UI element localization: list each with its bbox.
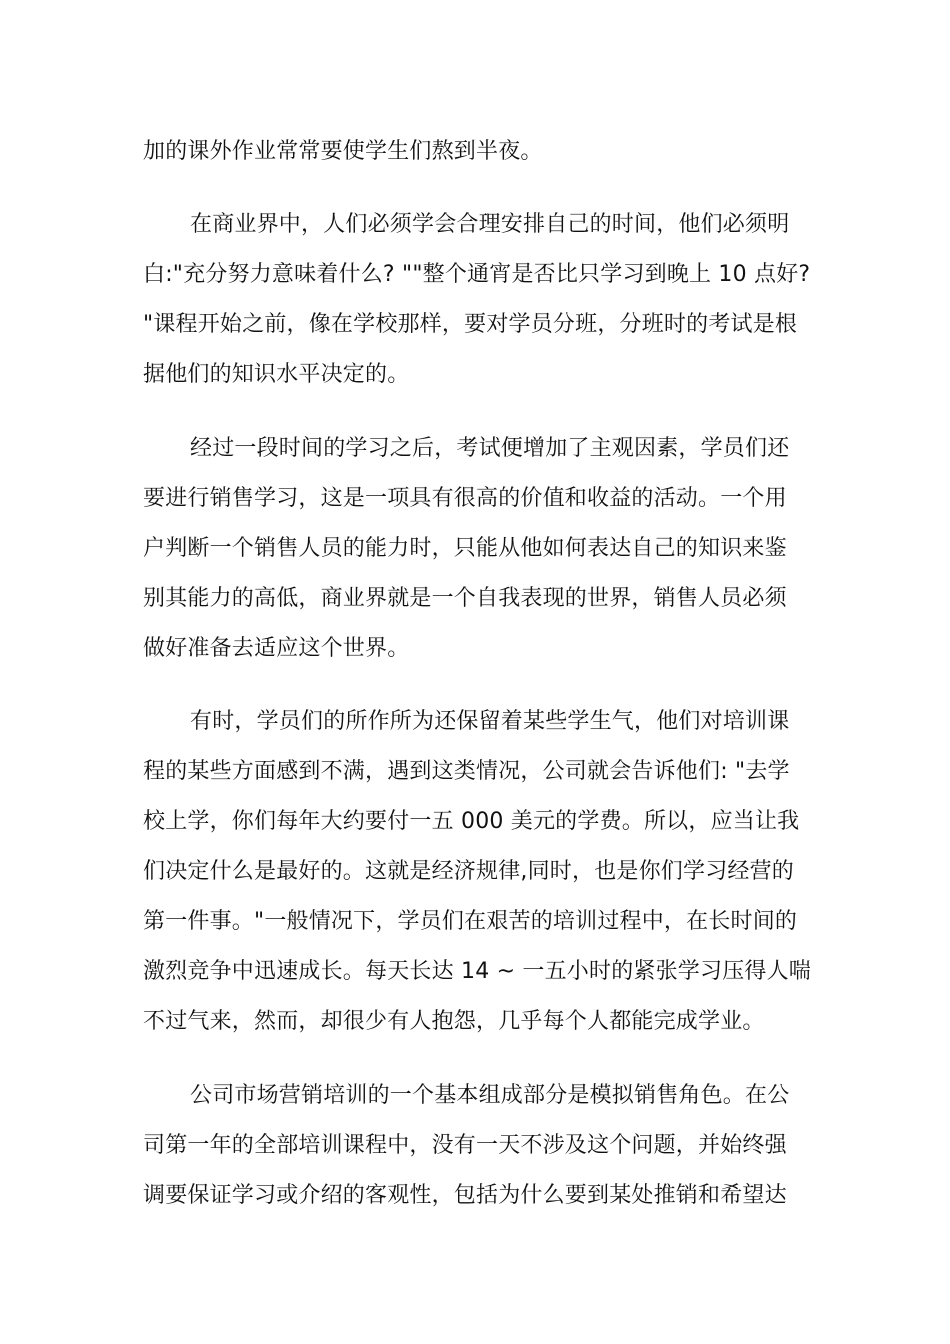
paragraph-4-line-7: 不过气来，然而，却很少有人抱怨，几乎每个人都能完成学业。 <box>143 1009 765 1034</box>
paragraph-4-line-6: 激烈竞争中迅速成长。每天长达 14 ~ 一五小时的紧张学习压得人喘 <box>143 959 812 984</box>
paragraph-3-line-4: 别其能力的高低，商业界就是一个自我表现的世界，销售人员必须 <box>143 586 787 611</box>
paragraph-4-line-4: 们决定什么是最好的。这就是经济规律,同时，也是你们学习经营的 <box>143 859 794 884</box>
paragraph-4-line-3: 校上学，你们每年大约要付一五 000 美元的学费。所以，应当让我 <box>143 809 800 834</box>
paragraph-3-line-5: 做好准备去适应这个世界。 <box>143 636 410 661</box>
paragraph-2-line-2: 白:"充分努力意味着什么? ""整个通宵是否比只学习到晚上 10 点好? <box>143 262 811 287</box>
paragraph-2-line-1: 在商业界中，人们必须学会合理安排自己的时间，他们必须明 <box>190 212 790 237</box>
paragraph-5-line-1: 公司市场营销培训的一个基本组成部分是模拟销售角色。在公 <box>190 1083 790 1108</box>
paragraph-2-line-4: 据他们的知识水平决定的。 <box>143 362 410 387</box>
paragraph-3-line-1: 经过一段时间的学习之后，考试便增加了主观因素，学员们还 <box>190 436 790 461</box>
paragraph-4-line-2: 程的某些方面感到不满，遇到这类情况，公司就会告诉他们: "去学 <box>143 759 790 784</box>
paragraph-3-line-2: 要进行销售学习，这是一项具有很高的价值和收益的活动。一个用 <box>143 486 787 511</box>
paragraph-4-line-1: 有时，学员们的所作所为还保留着某些学生气，他们对培训课 <box>190 709 790 734</box>
paragraph-5-line-3: 调要保证学习或介绍的客观性，包括为什么要到某处推销和希望达 <box>143 1183 787 1208</box>
paragraph-3-line-3: 户判断一个销售人员的能力时，只能从他如何表达自己的知识来鉴 <box>143 536 787 561</box>
paragraph-2-line-3: "课程开始之前，像在学校那样，要对学员分班，分班时的考试是根 <box>143 312 798 337</box>
paragraph-1-line-1: 加的课外作业常常要使学生们熬到半夜。 <box>143 139 543 164</box>
paragraph-5-line-2: 司第一年的全部培训课程中，没有一天不涉及这个问题，并始终强 <box>143 1133 787 1158</box>
paragraph-4-line-5: 第一件事。"一般情况下，学员们在艰苦的培训过程中，在长时间的 <box>143 909 798 934</box>
